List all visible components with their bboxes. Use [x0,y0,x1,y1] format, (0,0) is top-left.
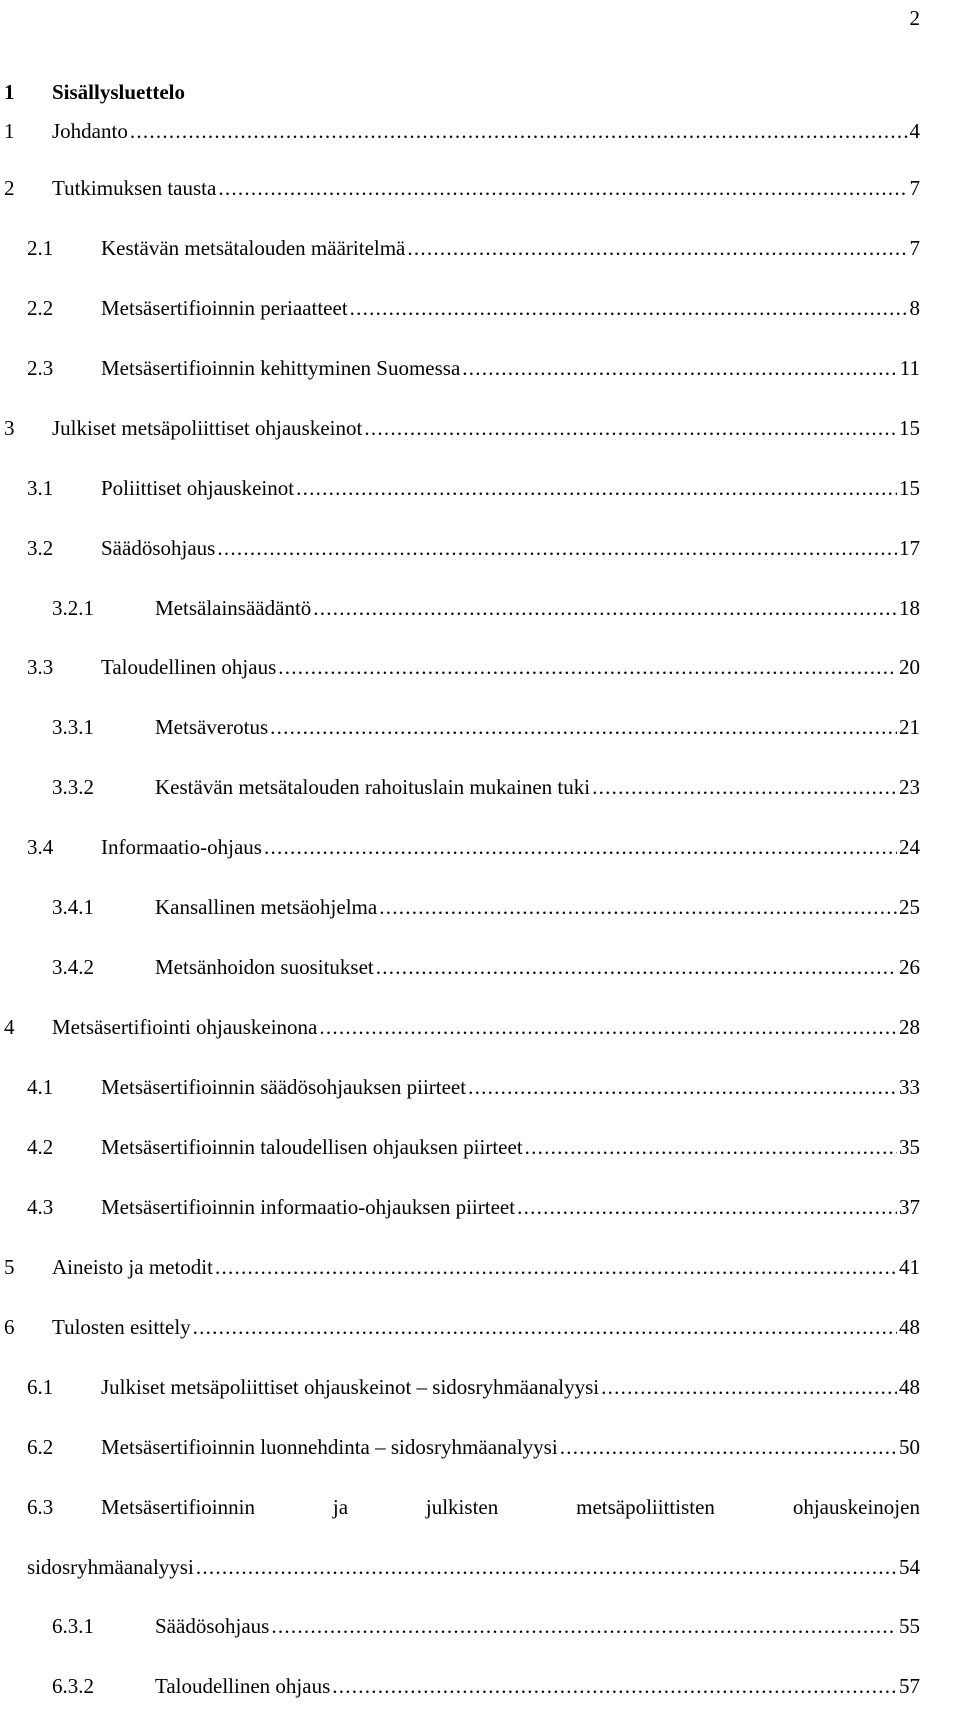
toc-entry-title: Säädösohjaus [155,1614,270,1638]
dot-leader [332,1674,897,1699]
toc-entry-line1[interactable] [0,1495,960,1523]
toc-entry-number: 3.3.1 [52,715,94,739]
dot-leader [364,416,897,441]
toc-entry[interactable] [0,476,960,504]
toc-entry-number: 4.2 [27,1135,54,1159]
toc-entry-title: Taloudellinen ohjaus [155,1674,331,1698]
dot-leader [407,236,907,261]
toc-entry-number: 3.2 [27,536,54,560]
toc-entry-page: 41 [899,1255,920,1279]
toc-entry[interactable] [0,1614,960,1642]
toc-entry-page: 57 [899,1674,920,1698]
toc-entry-page: 37 [899,1195,920,1219]
toc-entry-page: 48 [899,1315,920,1339]
toc-entry[interactable] [0,955,960,983]
dot-leader [525,1135,897,1160]
toc-entry-word: julkisten [425,1495,499,1519]
toc-entry-number: 2.2 [27,296,54,320]
toc-entry-page: 25 [899,895,920,919]
toc-entry-number: 3.4 [27,835,54,859]
toc-entry[interactable] [0,655,960,683]
toc-entry-title: Aineisto ja metodit [52,1255,213,1279]
toc-entry-title: Poliittiset ohjauskeinot [101,476,295,500]
toc-entry-word: Metsäsertifioinnin [101,1495,255,1519]
toc-entry-page: 23 [899,775,920,799]
toc-entry-page: 28 [899,1015,920,1039]
toc-entry[interactable] [0,1015,960,1043]
toc-entry[interactable] [0,1135,960,1163]
toc-entry-title-continued: sidosryhmäanalyysi [27,1555,194,1579]
dot-leader [379,895,897,920]
toc-entry[interactable] [0,1195,960,1223]
dot-leader [319,1015,897,1040]
dot-leader [278,655,897,680]
toc-entry-number: 2 [4,176,15,200]
toc-entry-title: Julkiset metsäpoliittiset ohjauskeinot [52,416,363,440]
toc-entry[interactable] [0,775,960,803]
dot-leader [296,476,897,501]
toc-entry-number: 6.2 [27,1435,54,1459]
toc-entry-page: 8 [909,296,920,320]
toc-entry-title [101,1495,920,1520]
toc-entry-number: 3.2.1 [52,596,94,620]
toc-heading-number: 1 [4,80,15,104]
toc-entry-title: Säädösohjaus [101,536,216,560]
toc-entry-title: Metsänhoidon suositukset [155,955,374,979]
toc-entry-title: Tulosten esittely [52,1315,191,1339]
toc-entry-page: 7 [909,176,920,200]
toc-entry-title: Metsäsertifioinnin kehittyminen Suomessa [101,356,461,380]
toc-heading [4,80,185,105]
toc-entry-number: 2.3 [27,356,54,380]
toc-entry[interactable] [0,236,960,264]
toc-entry-title: Metsäsertifioinnin säädösohjauksen piirteet [101,1075,467,1099]
toc-entry-title: Johdanto [52,119,128,143]
toc-entry-title: Metsäsertifioinnin luonnehdinta – sidosryhmäanalyysi [101,1435,558,1459]
toc-entry-title: Kestävän metsätalouden määritelmä [101,236,406,260]
toc-entry-number: 6 [4,1315,15,1339]
toc-entry[interactable] [0,835,960,863]
toc-entry-number: 6.3.2 [52,1674,94,1698]
toc-entry-word: metsäpoliittisten [576,1495,715,1519]
toc-entry[interactable] [0,1375,960,1403]
toc-entry-page: 24 [899,835,920,859]
toc-entry[interactable] [0,1255,960,1283]
toc-entry[interactable] [0,715,960,743]
toc-entry-number: 6.3.1 [52,1614,94,1638]
toc-entry-number: 3.4.2 [52,955,94,979]
toc-entry-page: 50 [899,1435,920,1459]
toc-entry-page: 7 [909,236,920,260]
toc-entry-title: Julkiset metsäpoliittiset ohjauskeinot – sidosryhmäanalyysi [101,1375,600,1399]
dot-leader [130,119,908,144]
toc-entry-number: 3.3.2 [52,775,94,799]
toc-entry-page: 15 [899,416,920,440]
toc-entry-page: 48 [899,1375,920,1399]
toc-entry-title: Metsäsertifiointi ohjauskeinona [52,1015,318,1039]
dot-leader [218,176,907,201]
toc-entry[interactable] [0,596,960,624]
toc-entry-number: 1 [4,119,15,143]
toc-entry[interactable] [0,296,960,324]
dot-leader [560,1435,897,1460]
toc-entry-title: Informaatio-ohjaus [101,835,262,859]
dot-leader [196,1555,897,1580]
toc-entry-page: 35 [899,1135,920,1159]
toc-entry-number: 6.3 [27,1495,54,1519]
toc-entry-page: 33 [899,1075,920,1099]
toc-entry[interactable] [0,176,960,204]
toc-entry-number: 4.1 [27,1075,54,1099]
toc-entry[interactable] [0,1315,960,1343]
toc-entry-title: Metsälainsäädäntö [155,596,312,620]
toc-entry-number: 4.3 [27,1195,54,1219]
dot-leader [215,1255,897,1280]
dot-leader [462,356,897,381]
toc-entry-number: 3 [4,416,15,440]
dot-leader [217,536,897,561]
toc-entry-title: Kestävän metsätalouden rahoituslain mukainen tuki [155,775,591,799]
toc-entry[interactable] [0,1674,960,1702]
dot-leader [592,775,897,800]
toc-entry[interactable] [0,356,960,384]
toc-entry-title: Metsäsertifioinnin informaatio-ohjauksen piirteet [101,1195,516,1219]
toc-entry-word: ja [332,1495,349,1519]
toc-entry-page: 21 [899,715,920,739]
toc-entry[interactable] [0,119,960,147]
toc-entry-title: Tutkimuksen tausta [52,176,217,200]
toc-entry-number: 6.1 [27,1375,54,1399]
dot-leader [517,1195,897,1220]
toc-entry[interactable] [0,1435,960,1463]
toc-entry-title: Metsäsertifioinnin periaatteet [101,296,348,320]
dot-leader [313,596,897,621]
toc-entry-title: Kansallinen metsäohjelma [155,895,378,919]
dot-leader [193,1315,897,1340]
toc-entry-page: 15 [899,476,920,500]
toc-entry-page: 17 [899,536,920,560]
dot-leader [601,1375,897,1400]
toc-entry-line2[interactable] [0,1555,960,1583]
toc-entry-page: 11 [899,356,920,380]
toc-entry-number: 2.1 [27,236,54,260]
toc-entry-number: 4 [4,1015,15,1039]
dot-leader [350,296,908,321]
dot-leader [270,715,897,740]
toc-entry-page: 20 [899,655,920,679]
toc-entry-number: 5 [4,1255,15,1279]
toc-entry[interactable] [0,1075,960,1103]
toc-entry-number: 3.1 [27,476,54,500]
page-number: 2 [909,6,920,30]
dot-leader [376,955,897,980]
toc-entry-number: 3.3 [27,655,54,679]
toc-entry-number: 3.4.1 [52,895,94,919]
toc-entry-page: 26 [899,955,920,979]
toc-entry[interactable] [0,416,960,444]
dot-leader [271,1614,897,1639]
toc-entry-page: 54 [899,1555,920,1579]
toc-heading-title: Sisällysluettelo [52,80,186,104]
toc-entry-page: 18 [899,596,920,620]
toc-entry-word: ohjauskeinojen [792,1495,920,1519]
dot-leader [264,835,897,860]
toc-entry[interactable] [0,895,960,923]
toc-entry[interactable] [0,536,960,564]
toc-entry-page: 55 [899,1614,920,1638]
toc-entry-title: Metsäsertifioinnin taloudellisen ohjauksen piirteet [101,1135,523,1159]
toc-entry-title: Metsäverotus [155,715,269,739]
toc-entry-title: Taloudellinen ohjaus [101,655,277,679]
dot-leader [468,1075,897,1100]
toc-entry-page: 4 [909,119,920,143]
